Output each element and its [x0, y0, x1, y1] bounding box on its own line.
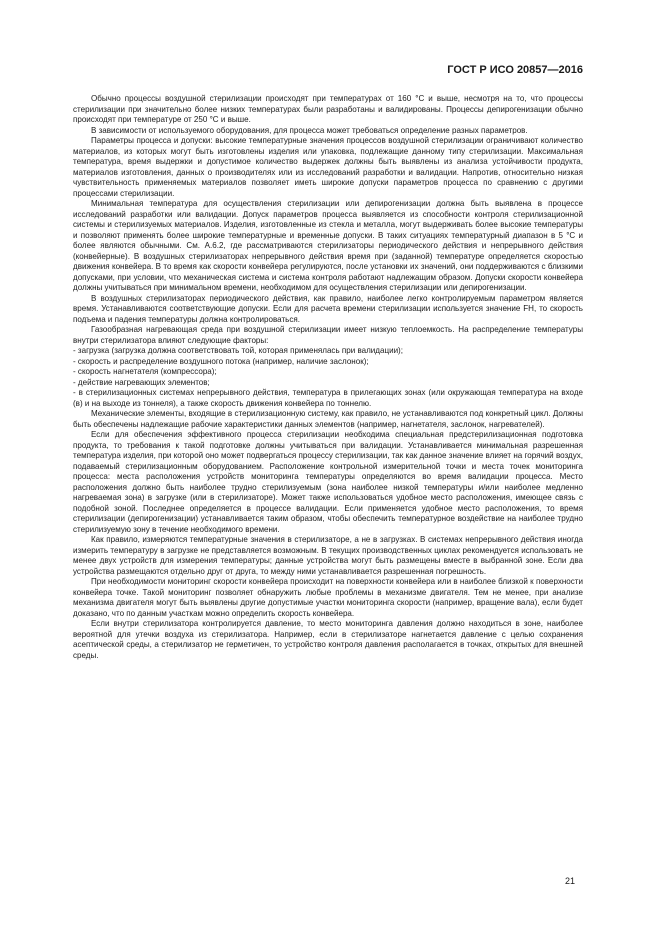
paragraph: Как правило, измеряются температурные значения в стерилизаторе, а не в загрузках. В системах непрерывного действия иногда измерить температуру в загрузке не представляется возможным. В текущих производственных циклах рекомендуется использовать не менее двух устройств для измерения температуры; данные устройства могут быть размещены вместе в выбранной зоне. Если два устройства размещаются отдельно друг от друга, то между ними устанавливается разрешенная погрешность.: [73, 535, 583, 576]
paragraph: Обычно процессы воздушной стерилизации происходят при температурах от 160 °С и выше, несмотря на то, что процессы стерилизации при значительно более низких температурах были разработаны и валидированы. Процессы депирогенизации обычно происходят при температуре от 250 °С и выше.: [73, 94, 583, 124]
paragraph: В зависимости от используемого оборудования, для процесса может требоваться определение разных параметров.: [91, 125, 528, 135]
paragraph: Газообразная нагревающая среда при воздушной стерилизации имеет низкую теплоемкость. На распределение температуры внутри стерилизатора влияют следующие факторы:: [73, 325, 583, 345]
paragraph: Если внутри стерилизатора контролируется давление, то место мониторинга давления должно находиться в зоне, наиболее вероятной для утечки воздуха из стерилизатора. Например, если в стерилизаторе нагнетается давление с целью сохранения асептической среды, а стерилизатор не герметичен, то устройство контроля давления располагается в точках, открытых для внешней среды.: [73, 619, 583, 660]
paragraph: При необходимости мониторинг скорости конвейера происходит на поверхности конвейера или в наиболее близкой к поверхности конвейера точке. Такой мониторинг позволяет обнаружить любые проблемы в механизме двигателя. Тем не менее, при анализе механизма двигателя могут быть выявлены другие допустимые участки мониторинга скорости (например, вращение вала), если будет доказано, что по данным участкам можно определить скорость конвейера.: [73, 577, 583, 618]
paragraph: В воздушных стерилизаторах периодического действия, как правило, наиболее легко контролируемым параметром является время. Устанавливаются соответствующие допуски. Если для расчета времени стерилизации используется значение FH, то скорость подъема и падения температуры должна контролироваться.: [73, 293, 583, 324]
body-text: [73, 94, 583, 661]
list-item: - скорость нагнетателя (компрессора);: [73, 367, 217, 376]
paragraph: Если для обеспечения эффективного процесса стерилизации необходима специальная предстерилизационная подготовка продукта, то требования к такой подготовке должны учитываться при валидации. Устанавливается минимальная разрешенная температура изделия, при которой оно может подвергаться процессу стерилизации, так как данное значение влияет на горячий воздух, подаваемый стерилизационным оборудованием. Расположение контрольной измерительной точки и места точек мониторинга процесса: места расположения устройств мониторинга температуры определяются во время валидации процесса. Место расположения должно быть наиболее трудно стерилизуемым (зона наиболее низкой температуры и/или наиболее медленно нагреваемая зона) в загрузке (или в стерилизаторе). Может также использоваться удобное место расположения, имеющее связь с подобной зоной. Последнее определяется в процессе валидации. Если применяется удобное место расположения, то время стерилизации (депирогенизации) устанавливается таким образом, чтобы обеспечить температурное воздействие на наиболее трудно стерилизуемую зону в течение необходимого времени.: [73, 430, 583, 534]
list-item: - загрузка (загрузка должна соответствовать той, которая применялась при валидации);: [73, 346, 403, 355]
list-item: - скорость и распределение воздушного потока (например, наличие заслонок);: [73, 356, 369, 366]
page-number: 21: [565, 876, 576, 886]
paragraph: Механические элементы, входящие в стерилизационную систему, как правило, не устанавливаются под конкретный цикл. Должны быть обеспечены надлежащие рабочие характеристики данных элементов (например, нагнетателя, заслонок, нагревателей).: [73, 409, 583, 429]
paragraph: Минимальная температура для осуществления стерилизации или депирогенизации должна быть выявлена в процессе исследований разработки или валидации. Допуск параметров процесса выявляется из способности контроля стерилизационной системы и стерилизуемых материалов. Изделия, изготовленные из стекла и металла, могут выдерживать более высокие температуры и позволяют применять более широкие температурные и временные допуски. В таких ситуациях температурный диапазон в 5 °С и более являются обычными. См. А.6.2, где рассматриваются стерилизаторы периодического действия и непрерывного действия (конвейерные). В воздушных стерилизаторах непрерывного действия время при (заданной) температуре определяется скоростью движения конвейера. В то время как скорости конвейера регулируются, после установки их значений, они поддерживаются с близкими допусками, при условии, что механическая система и система контроля работают надлежащим образом. Допуски скорости конвейера должны учитываться при минимальном времени, необходимом для осуществления стерилизации или депирогенизации.: [73, 199, 583, 292]
paragraph: Параметры процесса и допуски: высокие температурные значения процессов воздушной стерилизации ограничивают количество материалов, из которых могут быть изготовлены изделия или упаковка, подлежащие данному типу стерилизации. Максимальная температура, время выдержки и допустимое количество выдержек должны быть выявлены из анализа устойчивости продукта, материалов изготовления, данных о производителях или из исследований разработки и валидации. Напротив, относительно низкая чувствительность применяемых материалов позволяет иметь широкие допуски параметров процесса по сравнению с другими процессами стерилизации.: [73, 136, 583, 198]
standard-header: ГОСТ Р ИСО 20857—2016: [447, 64, 583, 76]
list-item: - действие нагревающих элементов;: [73, 377, 210, 387]
list-item: - в стерилизационных системах непрерывного действия, температура в прилегающих зонах (или окружающая температура на входе (в) и на выходе из тоннеля), а также скорость движения конвейера по тоннелю.: [73, 388, 583, 408]
